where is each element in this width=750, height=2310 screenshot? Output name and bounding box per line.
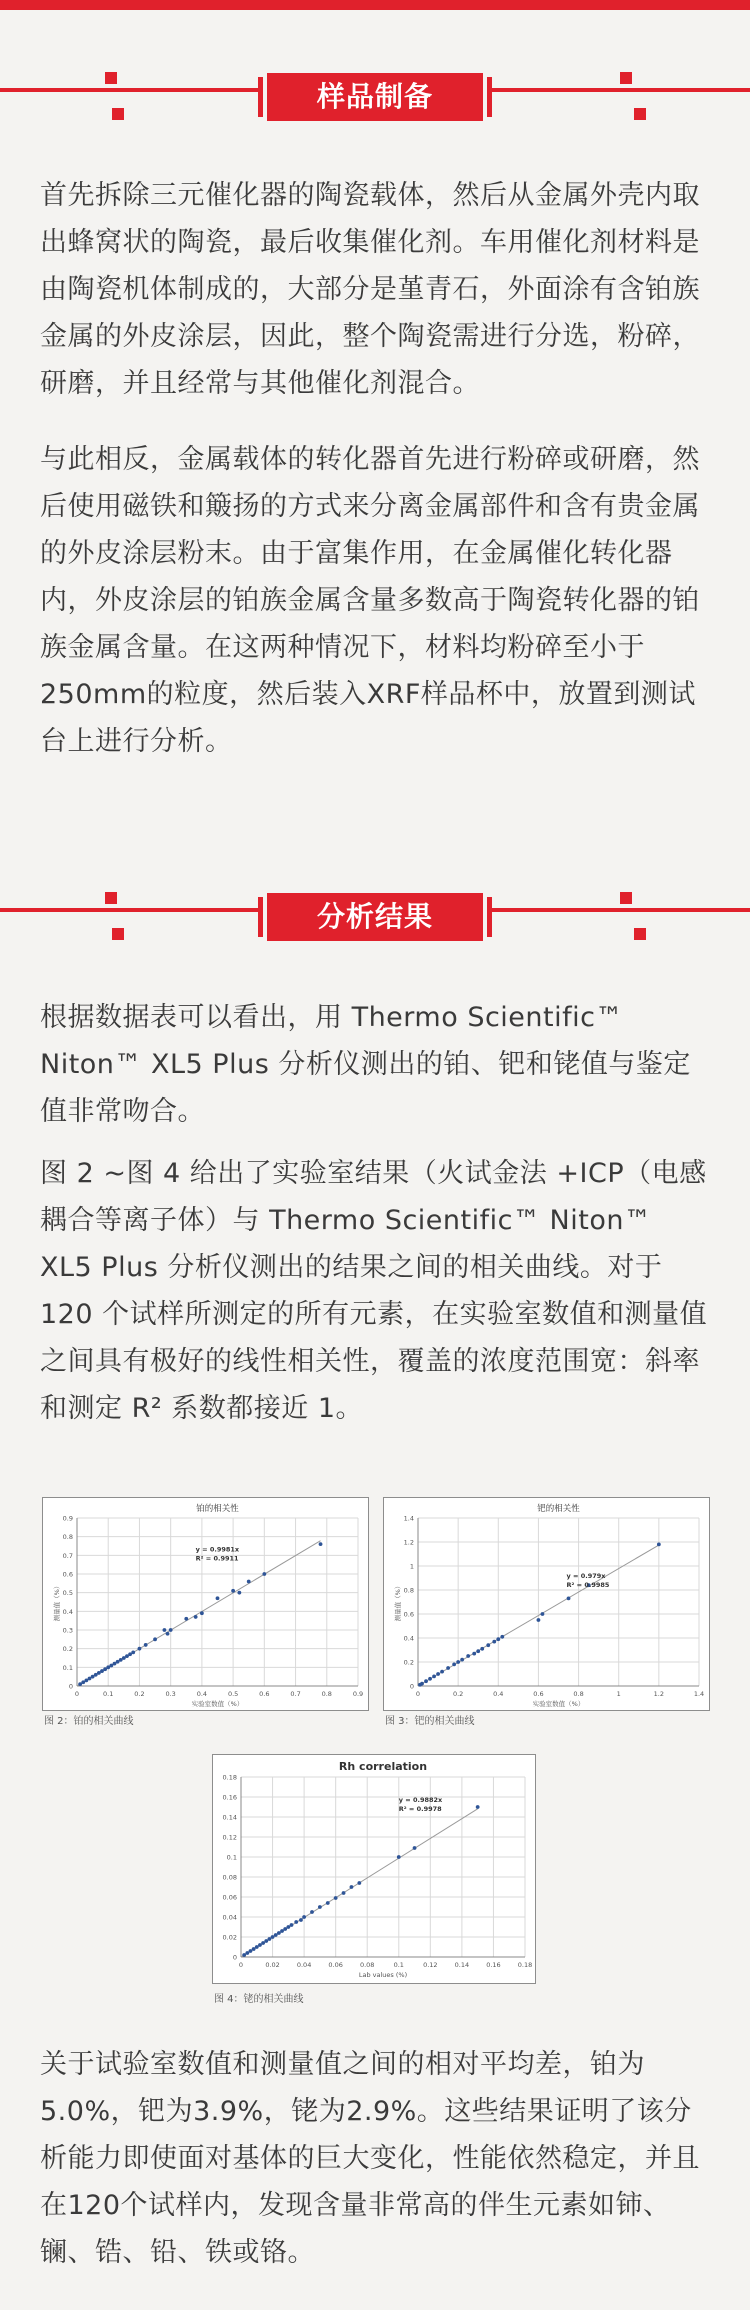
y-axis-label: 测量值（%）	[53, 1582, 61, 1622]
data-point	[258, 1943, 262, 1947]
y-tick-label: 0.12	[222, 1833, 237, 1842]
y-axis-label: 测量值（%）	[394, 1582, 402, 1622]
data-point	[194, 1615, 198, 1619]
y-tick-label: 0.18	[222, 1773, 237, 1782]
x-tick-label: 0.1	[393, 1961, 404, 1969]
data-point	[428, 1677, 432, 1681]
figure-caption: 图 4：铑的相关曲线	[214, 1994, 304, 2005]
y-tick-label: 0.1	[226, 1853, 237, 1862]
data-point	[294, 1920, 298, 1924]
x-tick-label: 0.8	[321, 1690, 332, 1698]
data-point	[342, 1891, 346, 1895]
data-point	[131, 1651, 135, 1655]
data-point	[252, 1947, 256, 1951]
x-tick-label: 1.4	[693, 1690, 705, 1698]
data-point	[237, 1591, 241, 1595]
data-point	[184, 1617, 188, 1621]
data-point	[264, 1939, 268, 1943]
x-tick-label: 0	[74, 1690, 80, 1698]
data-point	[460, 1658, 464, 1662]
data-point	[290, 1923, 294, 1927]
figure-caption: 图 3：钯的相关曲线	[385, 1716, 475, 1727]
data-point	[318, 1905, 322, 1909]
data-point	[299, 1918, 303, 1922]
data-point	[456, 1660, 460, 1664]
data-point	[249, 1949, 253, 1953]
x-tick-label: 0.02	[265, 1961, 280, 1969]
data-point	[271, 1935, 275, 1939]
header-line-right	[492, 908, 750, 912]
x-tick-label: 0.3	[165, 1690, 176, 1698]
chart-svg	[384, 1498, 709, 1710]
y-tick-label: 0.8	[403, 1586, 414, 1595]
paragraph: 首先拆除三元催化器的陶瓷载体，然后从金属外壳内取出蜂窝状的陶瓷，最后收集催化剂。车用催化剂材料是由陶瓷机体制成的，大部分是堇青石，外面涂有含铂族金属的外皮涂层，因此，整个陶瓷需进行分选，粉碎，研磨，并且经常与其他催化剂混合。	[40, 180, 700, 399]
data-point	[262, 1572, 266, 1576]
data-point	[452, 1663, 456, 1667]
data-point	[286, 1925, 290, 1929]
x-axis-label: 实验室数值（%）	[191, 1700, 244, 1708]
data-point	[242, 1953, 246, 1957]
data-point	[476, 1805, 480, 1809]
y-tick-label: 1.4	[403, 1514, 414, 1523]
data-point	[440, 1670, 444, 1674]
x-tick-label: 0.06	[328, 1961, 343, 1969]
x-tick-label: 0.6	[259, 1690, 270, 1698]
data-point	[350, 1885, 354, 1889]
header-square	[112, 108, 124, 120]
x-tick-label: 0.16	[486, 1961, 501, 1969]
data-point	[283, 1927, 287, 1931]
x-tick-label: 0.04	[296, 1961, 312, 1969]
data-point	[472, 1652, 476, 1656]
data-point	[334, 1896, 338, 1900]
top-accent-bar	[0, 0, 750, 10]
data-point	[466, 1654, 470, 1658]
data-point	[268, 1937, 272, 1941]
data-point	[486, 1643, 490, 1647]
header-line-right	[492, 88, 750, 92]
data-point	[446, 1666, 450, 1670]
equation-label: y = 0.9882x	[398, 1796, 443, 1804]
data-point	[413, 1846, 417, 1850]
y-tick-label: 0.16	[222, 1793, 237, 1802]
chart-svg	[43, 1498, 368, 1710]
header-line-left	[0, 88, 258, 92]
x-tick-label: 0	[415, 1690, 421, 1698]
x-tick-label: 0.5	[227, 1690, 239, 1698]
r-squared-label: R² = 0.9911	[195, 1554, 239, 1563]
data-point	[319, 1542, 323, 1546]
data-point	[138, 1647, 142, 1651]
x-tick-label: 0.12	[423, 1961, 438, 1969]
equation-label: y = 0.979x	[566, 1572, 606, 1580]
x-tick-label: 0.08	[359, 1961, 375, 1969]
x-tick-label: 0.1	[103, 1690, 114, 1698]
x-tick-label: 0.18	[517, 1961, 533, 1969]
y-tick-label: 0.02	[222, 1933, 237, 1942]
data-point	[420, 1682, 424, 1686]
figure-caption: 图 2：铂的相关曲线	[44, 1716, 134, 1727]
y-tick-label: 0.4	[62, 1607, 73, 1616]
data-point	[496, 1637, 500, 1641]
data-point	[280, 1929, 284, 1933]
data-point	[200, 1611, 204, 1615]
x-tick-label: 0.2	[452, 1690, 464, 1698]
data-point	[476, 1649, 480, 1653]
y-tick-label: 0.9	[62, 1514, 73, 1523]
chart-pd-correlation	[383, 1497, 710, 1711]
data-point	[166, 1632, 170, 1636]
chart-title: 钯的相关性	[537, 1504, 580, 1514]
x-axis-label: 实验室数值（%）	[532, 1700, 585, 1708]
chart-title: 铂的相关性	[196, 1504, 239, 1514]
section-title: 样品制备	[267, 73, 483, 121]
data-point	[432, 1675, 436, 1679]
y-tick-label: 0.6	[403, 1610, 414, 1619]
y-tick-label: 0.2	[403, 1658, 414, 1667]
data-point	[144, 1643, 148, 1647]
data-point	[231, 1589, 235, 1593]
y-tick-label: 0.5	[62, 1589, 73, 1598]
x-tick-label: 0.4	[196, 1690, 208, 1698]
y-tick-label: 0.14	[222, 1813, 237, 1822]
data-point	[169, 1628, 173, 1632]
header-square	[620, 892, 632, 904]
header-square	[634, 928, 646, 940]
data-point	[245, 1951, 249, 1955]
y-tick-label: 0	[409, 1682, 414, 1691]
paragraph: 图 2 ~图 4 给出了实验室结果（火试金法 +ICP（电感耦合等离子体）与 Thermo Scientific™ Niton™ XL5 Plus 分析仪测出的结果之间的相关曲线。对于 120 个试样所测定的所有元素，在实验室数值和测量值之间具有极好的线性相关性，覆盖的浓度范围宽：斜率和测定 R² 系数都接近 1。	[40, 1158, 708, 1424]
data-point	[397, 1855, 401, 1859]
data-point	[153, 1637, 157, 1641]
y-tick-label: 0.1	[62, 1663, 73, 1672]
data-point	[537, 1618, 541, 1622]
data-point	[247, 1580, 251, 1584]
data-point	[302, 1915, 306, 1919]
data-point	[500, 1635, 504, 1639]
data-point	[567, 1597, 571, 1601]
header-square	[112, 928, 124, 940]
y-tick-label: 0.06	[222, 1893, 237, 1902]
paragraph: 根据数据表可以看出，用 Thermo Scientific™ Niton™ XL5 Plus 分析仪测出的铂、钯和铑值与鉴定值非常吻合。	[40, 1002, 691, 1127]
x-tick-label: 1	[616, 1690, 621, 1698]
y-tick-label: 0	[232, 1953, 237, 1962]
data-point	[163, 1628, 167, 1632]
equation-label: y = 0.9981x	[195, 1545, 240, 1554]
y-tick-label: 0.8	[62, 1533, 73, 1542]
y-tick-label: 0.7	[62, 1551, 73, 1560]
header-square	[105, 72, 117, 84]
header-square	[634, 108, 646, 120]
header-line-left	[0, 908, 258, 912]
y-tick-label: 0.2	[62, 1645, 73, 1654]
y-tick-label: 0.6	[62, 1570, 73, 1579]
y-tick-label: 0.04	[222, 1913, 237, 1922]
paragraph: 关于试验室数值和测量值之间的相对平均差，铂为5.0%，钯为3.9%，铑为2.9%。这些结果证明了该分析能力即使面对基体的巨大变化，性能依然稳定，并且在120个试样内，发现含量非常高的伴生元素如铈、镧、锆、铅、铁或铬。	[40, 2049, 700, 2268]
chart-pt-correlation	[42, 1497, 369, 1711]
data-point	[492, 1640, 496, 1644]
y-tick-label: 0	[68, 1682, 73, 1691]
data-point	[274, 1933, 278, 1937]
x-tick-label: 0.8	[573, 1690, 584, 1698]
header-square	[105, 892, 117, 904]
data-point	[326, 1901, 330, 1905]
data-point	[310, 1910, 314, 1914]
chart-title: Rh correlation	[338, 1760, 428, 1773]
header-square	[620, 72, 632, 84]
r-squared-label: R² = 0.9985	[566, 1581, 610, 1589]
x-tick-label: 0.7	[290, 1690, 301, 1698]
chart-svg	[213, 1755, 535, 1983]
y-tick-label: 0.08	[222, 1873, 237, 1882]
x-tick-label: 0.2	[134, 1690, 145, 1698]
x-tick-label: 0.4	[493, 1690, 504, 1698]
data-point	[436, 1672, 440, 1676]
data-point	[657, 1543, 661, 1547]
data-point	[277, 1931, 281, 1935]
data-point	[480, 1647, 484, 1651]
x-tick-label: 0.6	[533, 1690, 544, 1698]
x-tick-label: 0.9	[352, 1690, 364, 1698]
y-tick-label: 1.2	[403, 1538, 414, 1547]
x-tick-label: 0.14	[454, 1961, 470, 1969]
data-point	[261, 1941, 265, 1945]
data-point	[255, 1945, 259, 1949]
y-tick-label: 0.4	[403, 1634, 414, 1643]
y-tick-label: 0.3	[62, 1626, 73, 1635]
section-header-sample-prep	[0, 55, 750, 145]
section-title: 分析结果	[267, 893, 483, 941]
data-point	[216, 1596, 220, 1600]
paragraph: 与此相反，金属载体的转化器首先进行粉碎或研磨，然后使用磁铁和簸扬的方式来分离金属部件和含有贵金属的外皮涂层粉末。由于富集作用，在金属催化转化器内，外皮涂层的铂族金属含量多数高于陶瓷转化器的铂族金属含量。在这两种情况下，材料均粉碎至小于250mm的粒度，然后装入XRF样品杯中，放置到测试台上进行分析。	[40, 444, 700, 757]
x-tick-label: 0	[238, 1961, 244, 1969]
data-point	[424, 1679, 428, 1683]
chart-rh-correlation	[212, 1754, 536, 1984]
data-point	[357, 1881, 361, 1885]
r-squared-label: R² = 0.9978	[398, 1805, 442, 1813]
x-tick-label: 1.2	[653, 1690, 665, 1698]
section-header-results	[0, 875, 750, 965]
data-point	[541, 1612, 545, 1616]
x-axis-label: Lab values (%)	[358, 1971, 408, 1979]
y-tick-label: 1	[409, 1562, 414, 1571]
